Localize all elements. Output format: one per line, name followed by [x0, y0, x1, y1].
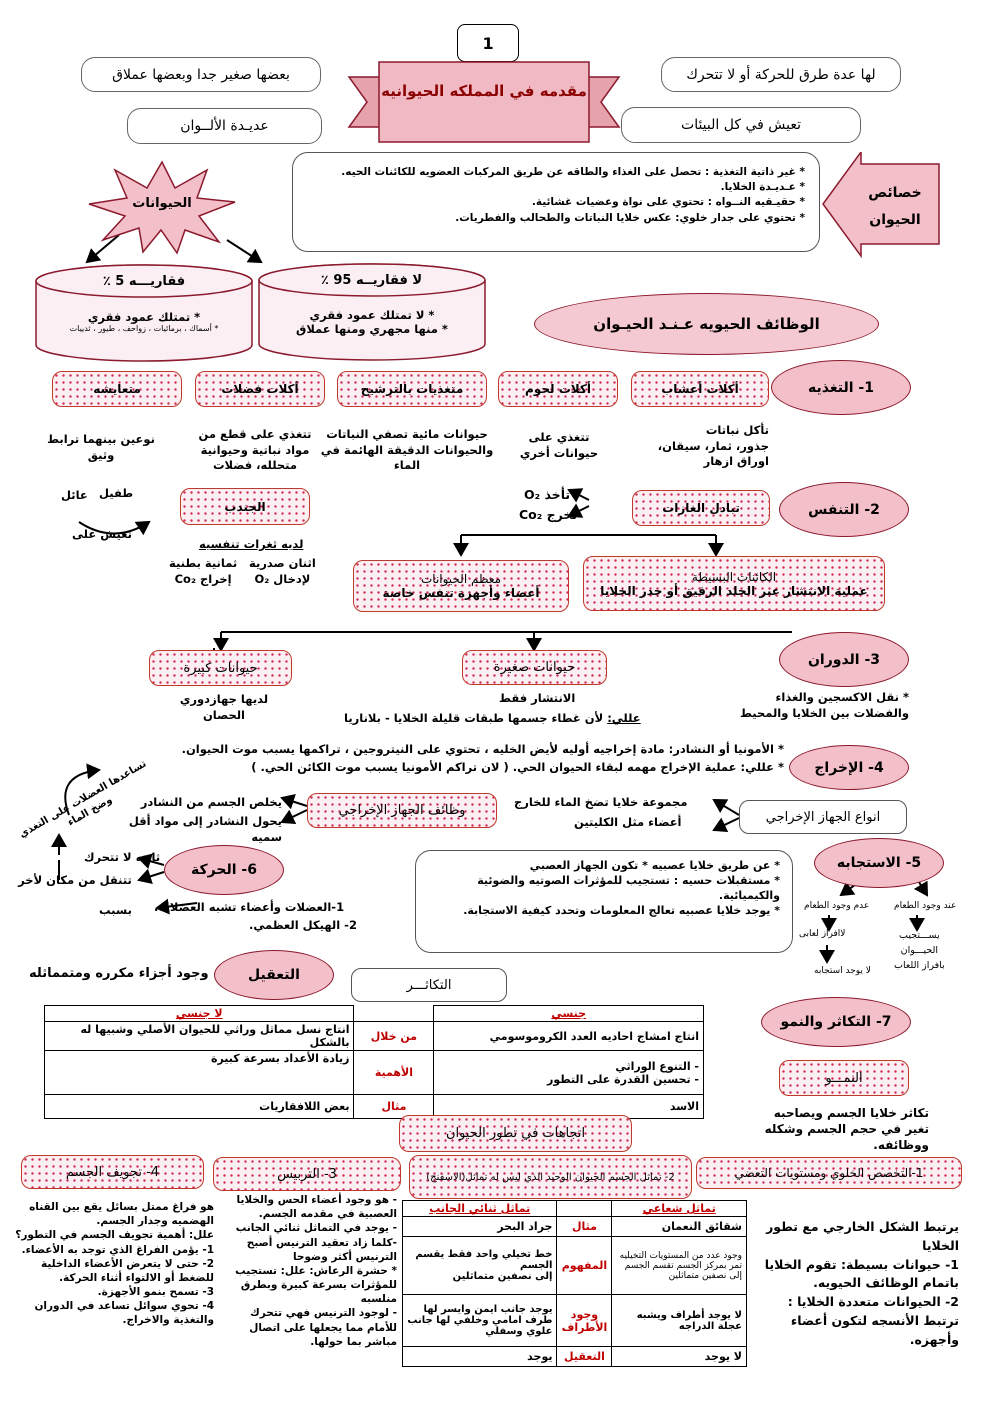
cell-key: مثال [355, 1095, 435, 1119]
respiration-label: 2- التنفس [780, 482, 910, 537]
invertebrates-title: لا فقاريــه 95 ٪ [321, 273, 424, 288]
cell: الاسد [435, 1095, 705, 1119]
response-no1: لاافراز لعابى [800, 929, 847, 939]
grasshopper-box: الجندب [181, 488, 311, 525]
cell-key: الأهمية [355, 1051, 435, 1095]
muscles-note: تساعدها العضلات على التغذي وضخ الماء [18, 758, 150, 841]
excretion-line1: * الأمونيا أو النشادر: مادة إخراجيه أوليه لأيض الخليه ، تحتوي على النيتروجين ، تراكمها يسبب موت الحيوان. [182, 742, 785, 756]
page-number: 1 [458, 24, 520, 62]
excretory-type2: أعضاء مثل الكليتين [575, 815, 683, 829]
response-yes: يســـتجيب الحيـــوان بافراز اللعاب [895, 930, 946, 972]
excretory-functions-box: وظائف الجهاز الإخراجي [308, 793, 498, 828]
evolution-title: اتجاهات في تطور الحيوان [400, 1115, 633, 1152]
gas-exchange-box: تبادل الغازات [633, 490, 771, 526]
excretory-function2: يحول النشادر إلى مواد أقل سميه [129, 814, 283, 844]
excretory-type1: مجموعة خلايا تضخ الماء للخارج [515, 795, 689, 809]
traits-box [293, 152, 821, 252]
traits-label: خصائص الحيوان [869, 185, 923, 228]
cell: جراد البحر [404, 1217, 558, 1237]
cell-key: المفهوم [558, 1237, 613, 1295]
excretion-label: 4- الإخراج [790, 745, 910, 790]
response-line: * عن طريق خلايا عصبيه * تكون الجهاز العصبي [530, 859, 781, 872]
large-animals-box: حيوانات كبيرة [150, 650, 293, 686]
cell: - التنوع الوراثي - تحسين القدرة على التطور [435, 1051, 705, 1095]
thoracic-pair: اثنان صدرية لإدخال O₂ [250, 556, 317, 586]
circulation-desc: * نقل الاكسجين والغذاء والفضلات بين الخلايا والمحيط [740, 690, 910, 720]
cell: بعض اللافقاريات [46, 1095, 355, 1119]
small-animals-box: حيوانات صغيرة [463, 650, 608, 685]
nutrition-label: 1- التغذيه [772, 360, 912, 415]
cell: يوجد [404, 1347, 558, 1367]
simple-organisms-box: الكائنات البسيطة عملية الانتشار عبر الجلد الرقيق أو جدر الخلايا [584, 556, 886, 611]
evo-c3-text: - هو وجود أعضاء الحس والخلايا العصبية في مقدمه الجسم. - يوجد في التماثل ثنائي الجانب -كلما زاد تعقيد الترنيس أصبح الترنيس أكثر وضوحا * حشرة الرعاش: علل: تستجيب للمؤثرات بسرعة كبيرة وبطرق منلسبه - لوجود الترنيس فهي تتحرك للأمام مما يجعلها على اتصال مباشر بما حولها. [236, 1194, 398, 1348]
filter-desc: حيوانات مائية تصفي النباتات والحيوانات الدقيقة الهائمة في الماء [321, 427, 495, 473]
evo-c1: 1-التخصص الخلوي ومستويات التعضي [697, 1157, 963, 1189]
cell-key: التعقيل [558, 1347, 613, 1367]
cell: زيادة الأعداد بسرعة كبيرة [46, 1051, 355, 1095]
title-ribbon [340, 52, 630, 162]
response-line: * مستقبلات حسيه : تستجيب للمؤثرات الصوتيه والضوئية والكيميائية. [478, 873, 781, 902]
releases-co2: تخرج Co₂ [520, 507, 579, 522]
because-label: بسبب [100, 903, 133, 917]
page-title: مقدمه في المملكه الحيوانيه [382, 82, 588, 100]
vertebrates-desc: * تمتلك عمود فقري * أسماك ، برمائيات ، زواحف ، طيور ، ثدييات [70, 310, 220, 333]
reproduction-table [45, 1005, 705, 1119]
cell: انتاج امشاج احاديه العدد الكروموسومي [435, 1022, 705, 1051]
growth-box: النمـــو [780, 1060, 910, 1096]
with-food: عند وجود الطعام [895, 901, 958, 911]
segmentation-label: التعقيل [215, 950, 335, 1000]
type-filter-feeders: متغذيات بالترشيح [338, 371, 488, 407]
reproduction-label: 7- التكاثر والنمو [762, 997, 912, 1047]
response-box [416, 850, 794, 953]
lives-on-label: تعيش على [73, 527, 133, 541]
cell: لا يوجد أطراف ويشبه عجلة الدراجه [613, 1295, 748, 1347]
th-radial: تماثل شعاعي [613, 1201, 748, 1217]
invertebrates-desc: * لا تمتلك عمود فقري * منها مجهري ومنها عملاق [297, 308, 449, 336]
circulation-label: 3- الدوران [780, 632, 910, 687]
vertebrates-title: فقاريـــه 5 ٪ [103, 274, 187, 289]
excretory-function1: يخلص الجسم من النشادر [141, 795, 283, 809]
vital-functions-title: الوظائف الحيويه عـنـد الحيـوان [535, 293, 880, 355]
trait-line: * غير ذاتية التغذية : تحصل على الغذاء والطاقه عن طريق المركبات العضويه للكائنات الحيه. [342, 166, 806, 178]
fixed-label: ثابته لا تتحرك [85, 850, 162, 864]
spiracles: لديه ثغرات تنفسيه [200, 537, 305, 551]
movement-label: 6- الحركة [165, 845, 285, 895]
excretion-line2: * عللي: عملية الإخراج مهمه لبقاء الحيوان الحي. ( لان تراكم الأمونيا يسبب موت الكائن الحي. ) [252, 760, 785, 774]
large-animals-desc: لديها جهازدوري الحصان [180, 692, 270, 722]
cell: شقائق النعمان [613, 1217, 748, 1237]
feature-environments: تعيش في كل البيئات [622, 107, 862, 143]
parasite-label: طفيل [100, 486, 135, 500]
symmetry-table [403, 1200, 748, 1367]
herbivores-desc: تأكل نباتات جذور، ثمار، سيقان، اوراق ازهار [658, 423, 770, 469]
trait-line: * عـديـدة الخلايا. [721, 181, 806, 194]
response-line: * يوجد خلايا عصبيه تعالج المعلومات وتحدد كيفية الاستجابة. [464, 903, 781, 917]
cell: خط تخيلي واحد فقط يقسم الجسم إلى نصفين متماثلين [404, 1237, 558, 1295]
th-bilateral: تماثل ثنائي الجانب [404, 1201, 558, 1217]
movement-b2: 2- الهيكل العظمي. [250, 918, 358, 932]
movement-b1: 1-العضلات وأعضاء تشبه العضلات. [155, 900, 346, 914]
feature-colors: عديـدة الألــوان [128, 108, 323, 144]
symbiotic-desc: نوعين بينهما ترابط وثيق [48, 432, 156, 462]
evo-c3: 3- التربيس [214, 1157, 402, 1191]
type-herbivores: أكلات أعشاب [632, 371, 770, 407]
reproduction-box: التكاثـــر [352, 968, 508, 1002]
carnivores-desc: تتغذي على حيوانات أخري [520, 430, 600, 460]
most-animals-box: معظم الحيوانات أعضاء وأجهزة تنفس خاصة [354, 560, 570, 612]
evo-c2: 2- تماثل الجسم الحيوان الوحيد الذي ليس له تماثل(الاسفنج) [410, 1155, 693, 1199]
small-animals-desc2: عللي: لأن غطاء جسمها طبقات قليلة الخلايا - بلاناريا [345, 711, 642, 725]
cell-key: وجود الأطراف [558, 1295, 613, 1347]
th-asexual: لا جنسي [46, 1006, 355, 1022]
without-food: عدم وجود الطعام [805, 901, 871, 911]
response-no2: لا يوجد استجابه [815, 966, 872, 976]
type-detritivores: أكلات فضلات [196, 371, 326, 407]
excretory-types-box: انواع الجهاز الإخراجي [740, 800, 908, 834]
th-sexual: جنسي [435, 1006, 705, 1022]
type-carnivores: أكلات لحوم [499, 371, 619, 407]
trait-line: * حقيـقيه النــواه : تحتوي على نواة وعضيات غشائية. [532, 196, 806, 209]
cell: وجود عدد من المستويات التخيليه تمر بمركز الجسم تقسم الجسم إلى نصفين متماثلين [613, 1237, 748, 1295]
cell-key: مثال [558, 1217, 613, 1237]
host-label: عائل [62, 488, 89, 502]
feature-size: بعضها صغير جدا وبعضها عملاق [82, 57, 322, 92]
abdominal-pairs: ثمانية بطنية إخراج Co₂ [170, 556, 239, 586]
detritivores-desc: تتغذي على قطع من مواد نباتية وحيوانية متحلله، فضلات [199, 427, 313, 473]
cell: يوجد جانب ايمن وايسر لها طرف امامي وخلفي لها جانب علوي وسفلي [404, 1295, 558, 1347]
cell-key: من خلال [355, 1022, 435, 1051]
evo-c1-text: يرتبط الشكل الخارجي مع تطور الخلايا 1- حيوانات بسيطة: تقوم الخلايا باتمام الوظائف الحيويه. 2- الحيوانات متعددة الخلايا : ترتبط الأنسجه لتكون أعضاء وأجهزه. [765, 1219, 960, 1347]
response-label: 5- الاستجابه [815, 838, 945, 888]
small-animals-desc1: الانتشار فقط [500, 691, 577, 705]
animals-star-label: الحيوانات [133, 196, 193, 211]
segmentation-desc: وجود أجزاء مكرره ومتمماثله [30, 966, 210, 981]
evo-c4-text: هو فراغ ممتل بسائل يقع بين القناه الهضميه وجدار الجسم. علل: أهمية تجويف الجسم في التطور؟ 1- يؤمن الفراغ الذي توجد به الأعضاء. 2- حتى لا يتعرض الأعضاء الداخلية للضغط أو الالتواء أثناء الحركة. 3- تسمح بنمو الأجهزة. 4- تحوي سوائل تساعد في الدوران والتغذية والاخراج. [16, 1201, 215, 1327]
cell: لا يوجد [613, 1347, 748, 1367]
feature-movement: لها عدة طرق للحركة أو لا تتحرك [662, 57, 902, 92]
takes-o2: تأخذ O₂ [525, 487, 572, 502]
growth-desc: تكاثر خلايا الجسم ويصاحبه تغير في حجم الجسم وشكله ووظائفه. [765, 1106, 930, 1153]
moving-label: تتنقل من مكان لأخر [19, 873, 133, 887]
trait-line: * تحتوي على جدار خلوي: عكس خلايا النباتات والطحالب والفطريات. [456, 211, 806, 224]
cell: انتاج نسل مماثل وراثي للحيوان الأصلي وشبيها له بالشكل [46, 1022, 355, 1051]
evo-c4: 4- تجويف الجسم [22, 1155, 205, 1189]
type-symbiotic: متعايشه [53, 371, 183, 407]
